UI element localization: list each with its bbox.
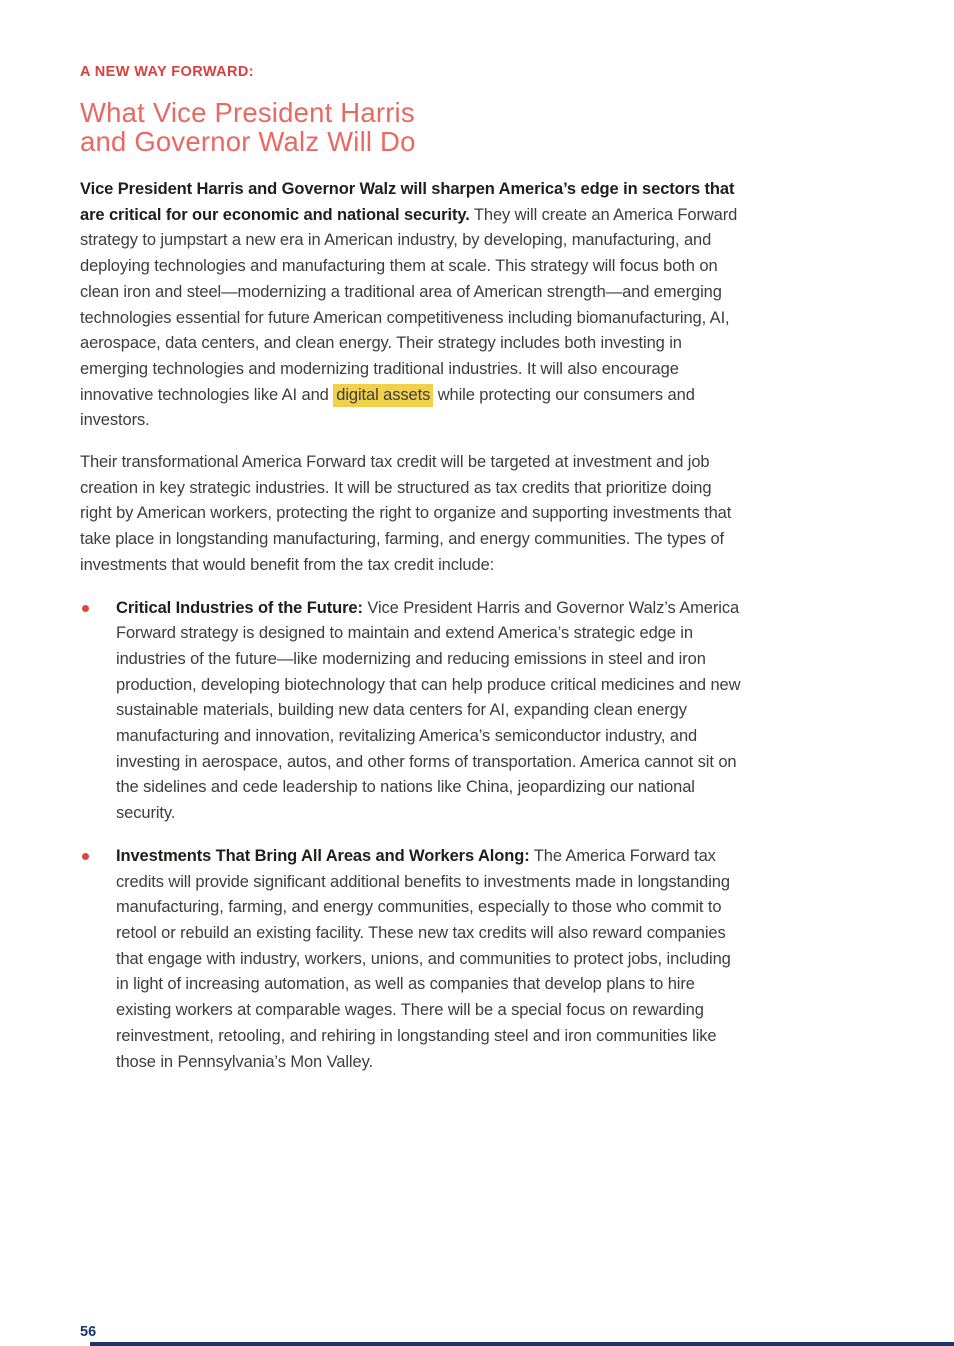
list-item-investments-workers [80, 844, 744, 1075]
intro-paragraph [80, 177, 744, 434]
intro-body-text-end: while protecting our consumers and investors. [80, 385, 695, 430]
bullet-icon [82, 605, 89, 612]
intro-bold-lead: Vice President Harris and Governor Walz will sharpen America’s edge in sectors that are critical for our economic and national security. [80, 180, 735, 224]
list-item-critical-industries [80, 596, 744, 827]
page-title [80, 98, 744, 156]
page-title-line-1: What Vice President Harris [80, 97, 415, 128]
bullet-1-text: Vice President Harris and Governor Walz’s America Forward strategy is designed to maintain and extend America’s strategic edge in industries of the future—like modernizing and reducing emissions in steel and iron production, developing biotechnology that can help produce critical medicines and new sustainable materials, building new data centers for AI, expanding clean energy manufacturing and innovation, revitalizing America’s semiconductor industry, and investing in aerospace, autos, and other forms of transportation. America cannot sit on the sidelines and cede leadership to nations like China, jeopardizing our national security. [116, 598, 741, 823]
bullet-icon [82, 853, 89, 860]
bullet-2-text: The America Forward tax credits will provide significant additional benefits to investments made in longstanding manufacturing, farming, and energy communities, especially to those who commit to retool or rebuild an existing facility. These new tax credits will also reward companies that engage with industry, workers, unions, and communities to protect jobs, including in light of increasing automation, as well as companies that develop plans to hire existing workers at comparable wages. There will be a special focus on rewarding reinvestment, retooling, and rehiring in longstanding steel and iron communities like those in Pennsylvania’s Mon Valley. [116, 846, 731, 1071]
section-eyebrow: A NEW WAY FORWARD: [80, 64, 254, 80]
footer-rule [90, 1342, 954, 1346]
page-number: 56 [80, 1324, 97, 1340]
bullet-2-lead: Investments That Bring All Areas and Workers Along: [116, 846, 530, 865]
digital-assets-highlight: digital assets [333, 384, 433, 407]
tax-credit-paragraph: Their transformational America Forward tax credit will be targeted at investment and job creation in key strategic industries. It will be structured as tax credits that prioritize doing right by American workers, protecting the right to organize and supporting investments that take place in longstanding manufacturing, farming, and energy communities. The types of investments that would benefit from the tax credit include: [80, 453, 732, 574]
page-title-line-2: and Governor Walz Will Do [80, 126, 416, 157]
bullet-1-lead: Critical Industries of the Future: [116, 598, 363, 617]
intro-body-text: They will create an America Forward strategy to jumpstart a new era in American industry, by developing, manufacturing, and deploying technologies and manufacturing them at scale. This strategy will focus both on clean iron and steel—modernizing a traditional area of American strength—and emerging technologies essential for future American competitiveness including biomanufacturing, AI, aerospace, data centers, and clean energy. Their strategy includes both investing in emerging technologies and modernizing traditional industries. It will also encourage innovative technologies like AI and [80, 205, 738, 404]
investment-types-list [80, 596, 744, 1076]
